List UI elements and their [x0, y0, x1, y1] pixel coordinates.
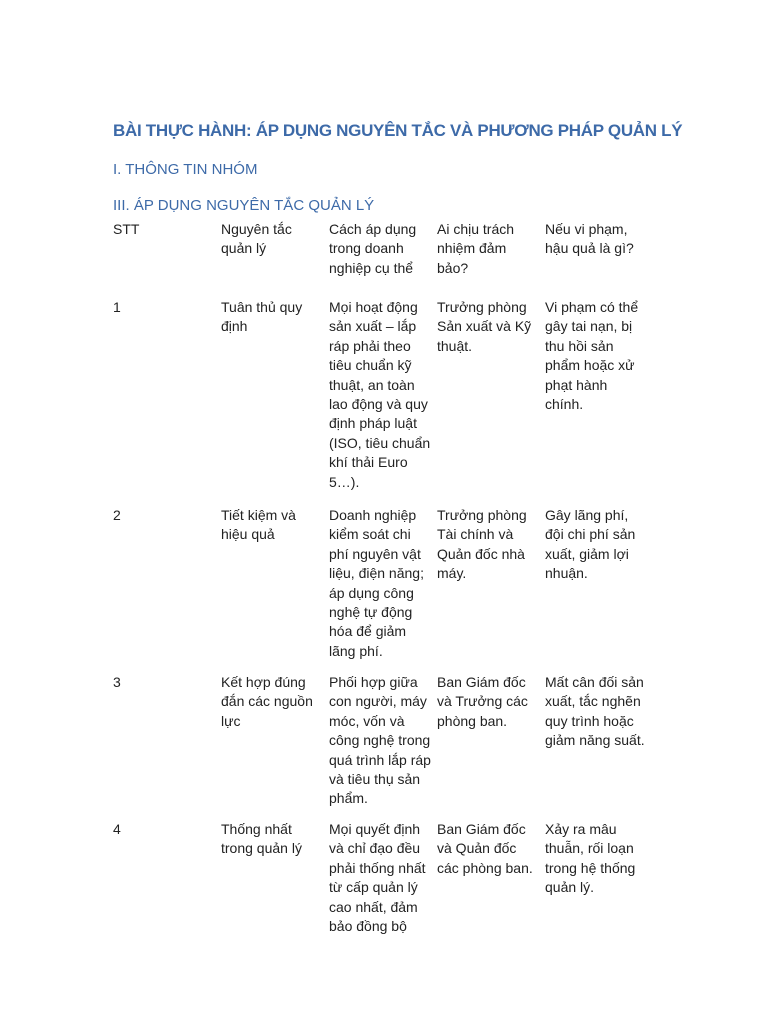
header-consequence: Nếu vi phạm, hậu quả là gì? [545, 221, 634, 257]
cell-principle: Tuân thủ quy định [221, 299, 303, 335]
cell-responsible: Ban Giám đốc và Trưởng các phòng ban. [437, 674, 528, 729]
cell-stt: 3 [113, 674, 121, 690]
cell-consequence: Xảy ra mâu thuẫn, rối loạn trong hệ thống quản lý. [545, 821, 636, 896]
cell-application: Doanh nghiệp kiểm soát chi phí nguyên vật liệu, điện năng; áp dụng công nghệ tự động hóa để giảm lãng phí. [329, 507, 424, 659]
cell-consequence: Mất cân đối sản xuất, tắc nghẽn quy trình hoặc giảm năng suất. [545, 674, 645, 749]
cell-application: Mọi quyết định và chỉ đạo đều phải thống nhất từ cấp quản lý cao nhất, đảm bảo đồng bộ [329, 821, 426, 935]
header-responsible: Ai chịu trách nhiệm đảm bảo? [437, 221, 515, 276]
cell-responsible: Trưởng phòng Tài chính và Quản đốc nhà máy. [437, 507, 527, 582]
table-row [113, 673, 653, 820]
section-heading-group-info: I. THÔNG TIN NHÓM [113, 161, 258, 178]
header-application: Cách áp dụng trong doanh nghiệp cụ thể [329, 221, 417, 276]
cell-stt: 2 [113, 507, 121, 523]
cell-stt: 4 [113, 821, 121, 837]
cell-principle: Thống nhất trong quản lý [221, 821, 302, 857]
cell-application: Mọi hoạt động sản xuất – lắp ráp phải theo tiêu chuẩn kỹ thuật, an toàn lao động và quy định pháp luật (ISO, tiêu chuẩn khí thải Euro 5…). [329, 299, 431, 490]
cell-consequence: Gây lãng phí, đội chi phí sản xuất, giảm lợi nhuận. [545, 507, 636, 582]
cell-application: Phối hợp giữa con người, máy móc, vốn và công nghệ trong quá trình lắp ráp và tiêu thụ sản phẩm. [329, 674, 431, 807]
table-header-row [113, 220, 653, 298]
cell-principle: Kết hợp đúng đắn các nguồn lực [221, 674, 313, 729]
cell-responsible: Ban Giám đốc và Quản đốc các phòng ban. [437, 821, 533, 876]
principles-table [113, 220, 653, 940]
header-principle: Nguyên tắc quản lý [221, 221, 292, 257]
table-row [113, 506, 653, 673]
document-title: BÀI THỰC HÀNH: ÁP DỤNG NGUYÊN TẮC VÀ PHƯƠNG PHÁP QUẢN LÝ [113, 121, 683, 140]
table-row [113, 820, 653, 940]
cell-stt: 1 [113, 299, 121, 315]
header-stt: STT [113, 221, 140, 237]
cell-principle: Tiết kiệm và hiệu quả [221, 507, 296, 543]
cell-responsible: Trưởng phòng Sản xuất và Kỹ thuật. [437, 299, 532, 354]
cell-consequence: Vi phạm có thể gây tai nạn, bị thu hồi sản phẩm hoặc xử phạt hành chính. [545, 299, 639, 413]
section-heading-apply-principles: III. ÁP DỤNG NGUYÊN TẮC QUẢN LÝ [113, 197, 375, 214]
table-row [113, 298, 653, 506]
